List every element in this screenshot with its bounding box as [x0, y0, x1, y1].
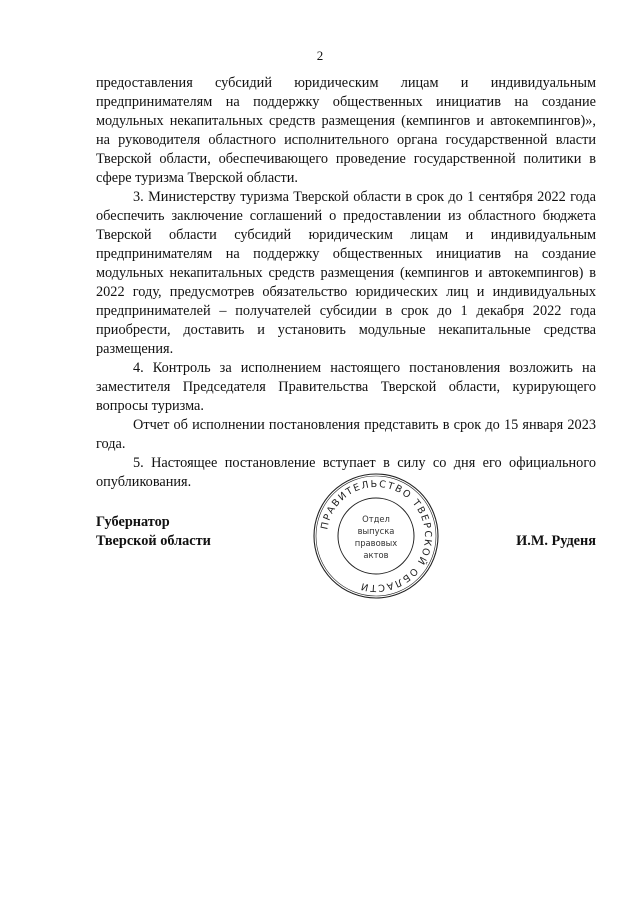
- seal-center-line3: правовых: [354, 538, 398, 548]
- paragraph-item-3: 3. Министерству туризма Тверской области в срок до 1 сентября 2022 года обеспечить заключение соглашений о предоставлении из областного бюджета Тверской области субсидий юридическим лицам и индивидуальным предпринимателям на поддержку общественных инициатив на создание модульных некапитальных средств размещения (кемпингов и автокемпингов) в 2022 году, предусмотрев обязательство юридических лиц и индивидуальных предпринимателей – получателей субсидии в срок до 1 декабря 2022 года приобрести, доставить и установить модульные некапитальные средства размещения.: [96, 189, 596, 357]
- signatory-title: [96, 513, 211, 551]
- paragraph-report: Отчет об исполнении постановления представить в срок до 15 января 2023 года.: [96, 417, 596, 452]
- paragraph-item-4: 4. Контроль за исполнением настоящего постановления возложить на заместителя Председателя Правительства Тверской области, курирующего вопросы туризма.: [96, 360, 596, 414]
- seal-center-line2: выпуска: [357, 526, 395, 536]
- signatory-title-line2: Тверской области: [96, 533, 211, 549]
- seal-graphic: [312, 472, 440, 600]
- page-number: 2: [316, 48, 324, 63]
- paragraph-item-5: 5. Настоящее постановление вступает в силу со дня его официального опубликования.: [96, 455, 596, 490]
- svg-text:ПРАВИТЕЛЬСТВО ТВЕРСКОЙ ОБЛАСТИ: [319, 479, 433, 593]
- seal-center-line1: Отдел: [362, 514, 390, 524]
- seal-ring-text: ПРАВИТЕЛЬСТВО ТВЕРСКОЙ ОБЛАСТИ: [319, 478, 434, 594]
- signatory-name: И.М. Руденя: [516, 533, 596, 549]
- document-body: [96, 74, 596, 492]
- paragraph-continuation: предоставления субсидий юридическим лицам и индивидуальным предпринимателям на поддержку общественных инициатив на создание модульных некапитальных средств размещения (кемпингов и автокемпингов)», на руководителя областного исполнительного органа государственной власти Тверской области, обеспечивающего проведение государственной политики в сфере туризма Тверской области.: [96, 75, 596, 186]
- signatory-title-line1: Губернатор: [96, 514, 170, 530]
- seal-center-line4: актов: [363, 550, 389, 560]
- official-seal: [312, 472, 440, 600]
